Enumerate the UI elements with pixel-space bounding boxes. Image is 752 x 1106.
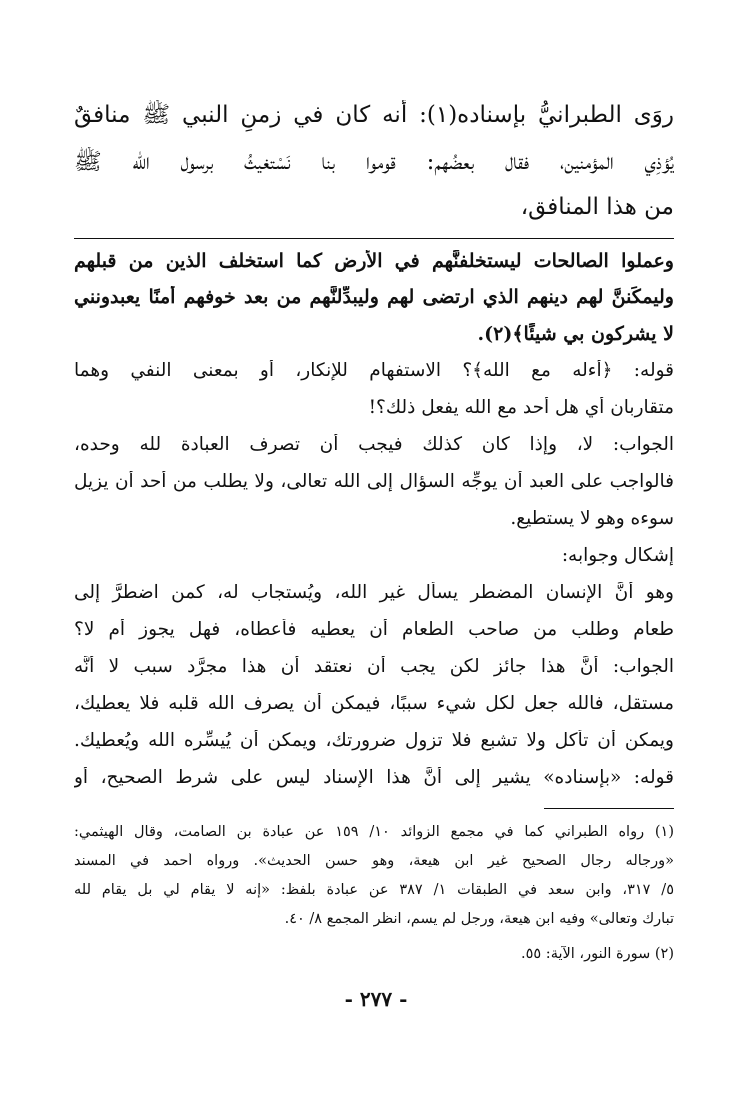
body-line: الجواب: لا، وإذا كان كذلك فيجب أن تصرف العبادة لله وحده، xyxy=(74,434,674,455)
section-divider xyxy=(74,238,674,239)
verse-line: لا يشركون بي شيئًا﴾(٢). xyxy=(477,323,674,345)
top-text-line: يُؤذِي المؤمنين، فقال بعضُهم: قوموا بنا نَسْتغيثُ برسول الله ﷺ xyxy=(74,149,674,175)
footnote-line: تبارك وتعالى» وفيه ابن هيعة، ورجل لم يسم، انظر المجمع ٨/ ٤٠. xyxy=(284,911,674,927)
footnote-divider xyxy=(544,808,674,809)
body-line: سوءه وهو لا يستطيع. xyxy=(510,508,674,529)
body-line: الجواب: أنَّ هذا جائز لكن يجب أن نعتقد أن هذا مجرَّد سبب لا أنَّه xyxy=(74,656,674,677)
body-line: فالواجب على العبد أن يوجِّه السؤال إلى الله تعالى، ولا يطلب من أحد أن يزيل xyxy=(74,471,674,492)
body-line: مستقل، فالله جعل لكل شيء سببًا، فيمكن أن يصرف الله قلبه فلا يعطيك، xyxy=(74,693,674,714)
footnote-line: (١) رواه الطبراني كما في مجمع الزوائد ١٠/ ١٥٩ عن عبادة بن الصامت، وقال الهيثمي: xyxy=(74,824,674,840)
body-line: قوله: «بإسناده» يشير إلى أنَّ هذا الإسناد ليس على شرط الصحيح، أو xyxy=(74,767,674,788)
body-line: قوله: ﴿أءله مع الله﴾؟ الاستفهام للإنكار، أو بمعنى النفي وهما xyxy=(74,360,674,381)
body-line: طعام وطلب من صاحب الطعام أن يعطيه فأعطاه، فهل يجوز أم لا؟ xyxy=(74,619,674,640)
footnote-line: ٥/ ٣١٧، وابن سعد في الطبقات ١/ ٣٨٧ عن عبادة بلفظ: «إنه لا يقام لي بل يقام لله xyxy=(74,882,674,898)
top-text-line: روَى الطبرانيُّ بإسناده(١): أنه كان في زمنِ النبي ﷺ منافقٌ xyxy=(74,102,674,128)
body-line: وهو أنَّ الإنسان المضطر يسأل غير الله، ويُستجاب له، كمن اضطرَّ إلى xyxy=(74,582,674,603)
footnote-line: (٢) سورة النور، الآية: ٥٥. xyxy=(521,946,674,962)
body-line: إشكال وجوابه: xyxy=(561,545,674,566)
page-number: - ٢٧٧ - xyxy=(344,987,408,1011)
body-line: ويمكن أن تأكل ولا تشبع فلا تزول ضرورتك، ويمكن أن يُيسِّره الله ويُعطيك. xyxy=(74,730,674,751)
top-text-line: من هذا المنافق، xyxy=(520,194,674,220)
verse-line: وليمكِّننَّ لهم دينهم الذي ارتضى لهم وليبدِّلنَّهم من بعد خوفهم أمنًا يعبدونني xyxy=(74,286,674,308)
body-line: متقاربان أي هل أحد مع الله يفعل ذلك؟! xyxy=(368,397,674,418)
footnote-line: «ورجاله رجال الصحيح غير ابن هيعة، وهو حسن الحديث». ورواه أحمد في المسند xyxy=(74,853,674,869)
verse-line: وعملوا الصالحات ليستخلفنَّهم في الأرض كما استخلف الذين من قبلهم xyxy=(74,250,674,272)
